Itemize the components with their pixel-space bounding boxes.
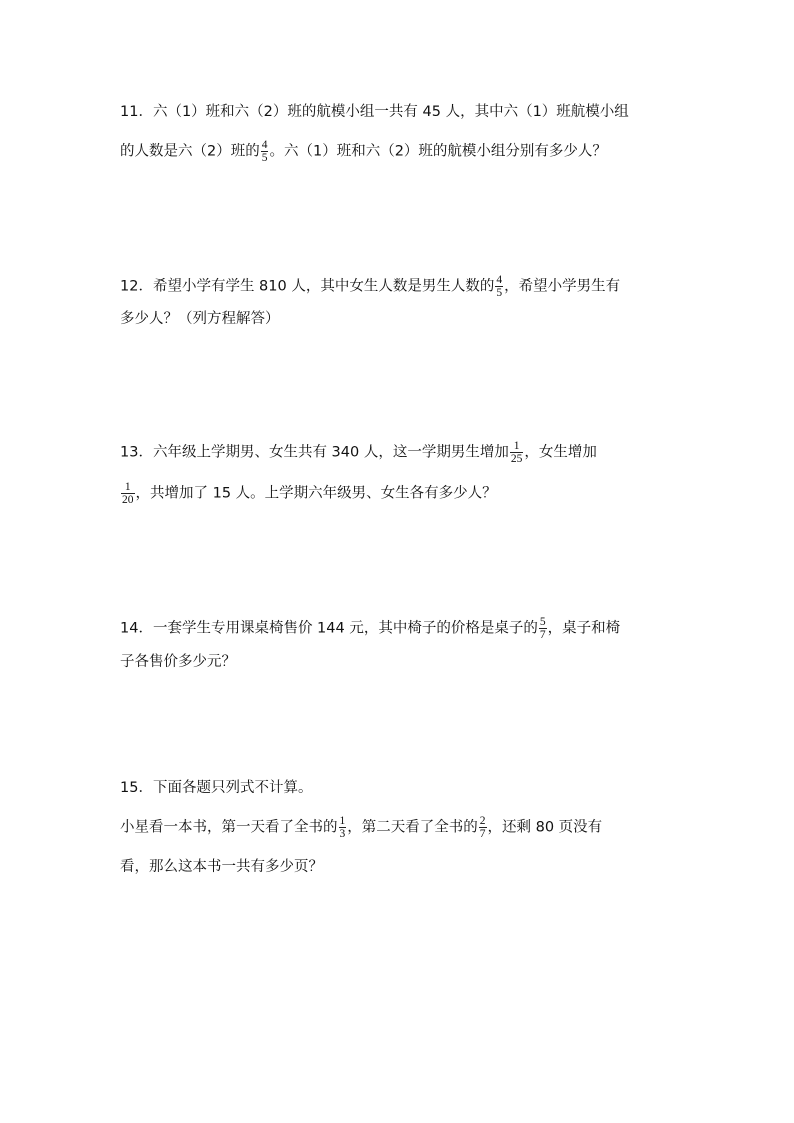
fraction-numerator: 1 [510, 440, 524, 453]
problem-12-line-2 [120, 309, 280, 329]
problem-13-text-1b: ，女生增加 [524, 444, 597, 461]
fraction-numerator: 1 [121, 481, 135, 494]
problem-15-text-2c: ，还剩 80 页没有 [487, 819, 603, 836]
fraction-denominator: 25 [510, 453, 523, 465]
problem-13-line-2 [120, 481, 497, 506]
fraction-numerator: 5 [539, 616, 546, 628]
fraction-numerator: 1 [339, 815, 346, 827]
fraction [510, 440, 524, 465]
problem-11-line-1 [120, 102, 629, 122]
problem-11-text-2a: 的人数是六（2）班的 [120, 143, 260, 160]
fraction [261, 139, 269, 164]
problem-15-text-2a: 小星看一本书，第一天看了全书的 [120, 819, 338, 836]
fraction-denominator: 20 [122, 494, 134, 506]
problem-12-text-2: 多少人？（列方程解答） [120, 311, 280, 327]
problem-14-line-2 [120, 652, 236, 672]
fraction-denominator: 5 [496, 287, 503, 299]
fraction [339, 815, 347, 840]
problem-14-text-1b: ，桌子和椅 [547, 620, 621, 637]
problem-13-text-1a: 13．六年级上学期男、女生共有 340 人，这一学期男生增加 [120, 444, 509, 461]
problem-15-text-3: 看，那么这本书一共有多少页？ [120, 859, 323, 875]
problem-12-text-1b: ，希望小学男生有 [504, 278, 621, 295]
problem-14-text-2: 子各售价多少元？ [120, 654, 236, 670]
problem-14-text-1a: 14．一套学生专用课桌椅售价 144 元，其中椅子的价格是桌子的 [120, 620, 538, 637]
fraction-numerator: 4 [496, 274, 503, 286]
problem-15-line-1 [120, 778, 312, 798]
problem-12-line-1 [120, 274, 620, 299]
fraction-denominator: 7 [539, 629, 546, 641]
fraction-denominator: 3 [339, 828, 346, 840]
fraction-denominator: 7 [479, 828, 486, 840]
problem-14-line-1 [120, 616, 620, 641]
problem-15-text-1: 15．下面各题只列式不计算。 [120, 780, 313, 796]
problem-13-line-1 [120, 440, 597, 465]
fraction [495, 274, 503, 299]
fraction-numerator: 4 [261, 139, 268, 151]
fraction-numerator: 2 [479, 815, 486, 827]
problem-11-line-2 [120, 139, 607, 164]
fraction [479, 815, 487, 840]
fraction [121, 481, 135, 506]
problem-15-text-2b: ，第二天看了全书的 [347, 819, 478, 836]
problem-12-text-1a: 12．希望小学有学生 810 人，其中女生人数是男生人数的 [120, 278, 495, 295]
fraction [539, 616, 547, 641]
problem-11-text-1: 11．六（1）班和六（2）班的航模小组一共有 45 人，其中六（1）班航模小组 [120, 104, 629, 120]
problem-15-line-2 [120, 815, 602, 840]
problem-13-text-2: ，共增加了 15 人。上学期六年级男、女生各有多少人？ [135, 485, 497, 502]
fraction-denominator: 5 [261, 152, 268, 164]
problem-15-line-3 [120, 857, 323, 877]
problem-11-text-2b: 。六（1）班和六（2）班的航模小组分别有多少人？ [269, 143, 607, 160]
